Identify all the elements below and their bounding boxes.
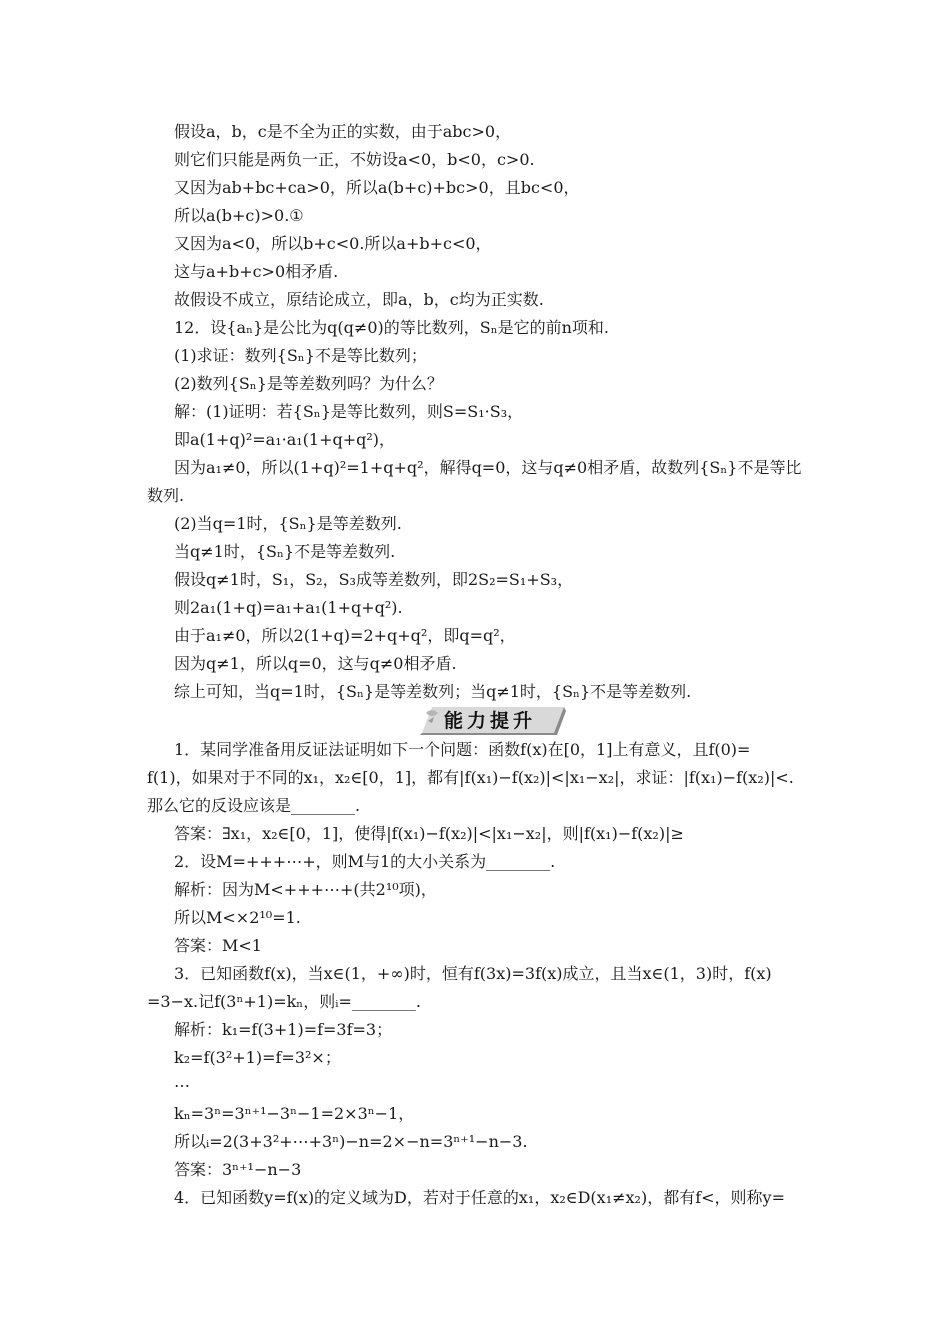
problem-statement: 4．已知函数y=f(x)的定义域为D，若对于任意的x₁，x₂∈D(x₁≠x₂)，都有f<，则称y= (174, 1188, 785, 1207)
proof-line: 这与a+b+c>0相矛盾. (174, 262, 339, 281)
proof-line: 故假设不成立，原结论成立，即a，b，c均为正实数. (174, 290, 544, 309)
solution-line: 所以M<×2¹⁰=1. (174, 908, 301, 927)
answer-line: 答案：∃x₁，x₂∈[0，1]，使得|f(x₁)−f(x₂)|<|x₁−x₂|，则|f(x₁)−f(x₂)|≥ (174, 824, 684, 843)
problem-part: (2)数列{Sₙ}是等差数列吗？为什么？ (174, 374, 443, 393)
problem-statement: =3−x.记f(3ⁿ+1)=kₙ，则ᵢ=________. (147, 992, 421, 1011)
solution-line: 因为a₁≠0，所以(1+q)²=1+q+q²，解得q=0，这与q≠0相矛盾，故数列{Sₙ}不是等比 (174, 458, 802, 477)
solution-line: 解析：k₁=f(3+1)=f=3f=3； (174, 1020, 393, 1039)
proof-line: 则它们只能是两负一正，不妨设a<0，b<0，c>0. (174, 150, 535, 169)
solution-line: 解：(1)证明：若{Sₙ}是等比数列，则S=S₁·S₃， (174, 402, 524, 421)
problem-statement: 那么它的反设应该是________. (147, 796, 361, 815)
solution-line: k₂=f(3²+1)=f=3²×； (174, 1048, 341, 1067)
answer-line: 答案：M<1 (174, 936, 262, 955)
solution-line: 数列. (147, 486, 185, 505)
proof-line: 又因为a<0，所以b+c<0.所以a+b+c<0， (174, 234, 492, 253)
solution-line: 当q≠1时，{Sₙ}不是等差数列. (174, 542, 396, 561)
solution-line: ⋯ (174, 1076, 190, 1095)
solution-line: 因为q≠1，所以q=0，这与q≠0相矛盾. (174, 654, 457, 673)
solution-line: 即a(1+q)²=a₁·a₁(1+q+q²)， (174, 430, 396, 449)
section-title: 能力提升 (444, 710, 537, 732)
solution-line: 综上可知，当q=1时，{Sₙ}是等差数列；当q≠1时，{Sₙ}不是等差数列. (174, 682, 692, 701)
solution-line: 所以ᵢ=2(3+3²+⋯+3ⁿ)−n=2×−n=3ⁿ⁺¹−n−3. (174, 1132, 528, 1151)
problem-statement: 2．设M=+++⋯+，则M与1的大小关系为________. (174, 852, 556, 871)
solution-line: 假设q≠1时，S₁，S₂，S₃成等差数列，即2S₂=S₁+S₃， (174, 570, 574, 589)
solution-line: 由于a₁≠0，所以2(1+q)=2+q+q²，即q=q²， (174, 626, 516, 645)
problem-statement: 3．已知函数f(x)，当x∈(1，+∞)时，恒有f(3x)=3f(x)成立，且当x∈(1，3)时，f(x) (174, 964, 772, 983)
solution-line: 解析：因为M<+++⋯+(共2¹⁰项)， (174, 880, 437, 899)
solution-line: 则2a₁(1+q)=a₁+a₁(1+q+q²). (174, 598, 403, 617)
answer-line: 答案：3ⁿ⁺¹−n−3 (174, 1160, 302, 1179)
proof-line: 又因为ab+bc+ca>0，所以a(b+c)+bc>0，且bc<0， (174, 178, 580, 197)
proof-line: 所以a(b+c)>0.① (174, 206, 304, 225)
problem-statement: f(1)，如果对于不同的x₁，x₂∈[0，1]，都有|f(x₁)−f(x₂)|<|x₁−x₂|，求证：|f(x₁)−f(x₂)|<. (147, 768, 794, 787)
problem-statement: 12．设{aₙ}是公比为q(q≠0)的等比数列，Sₙ是它的前n项和. (174, 318, 610, 337)
proof-line: 假设a，b，c是不全为正的实数，由于abc>0， (174, 122, 512, 141)
section-banner (418, 703, 568, 735)
problem-part: (1)求证：数列{Sₙ}不是等比数列； (174, 346, 427, 365)
solution-line: kₙ=3ⁿ=3ⁿ⁺¹−3ⁿ−1=2×3ⁿ−1， (174, 1104, 415, 1123)
problem-statement: 1．某同学准备用反证法证明如下一个问题：函数f(x)在[0，1]上有意义，且f(0)= (174, 740, 751, 759)
solution-line: (2)当q=1时，{Sₙ}是等差数列. (174, 514, 402, 533)
